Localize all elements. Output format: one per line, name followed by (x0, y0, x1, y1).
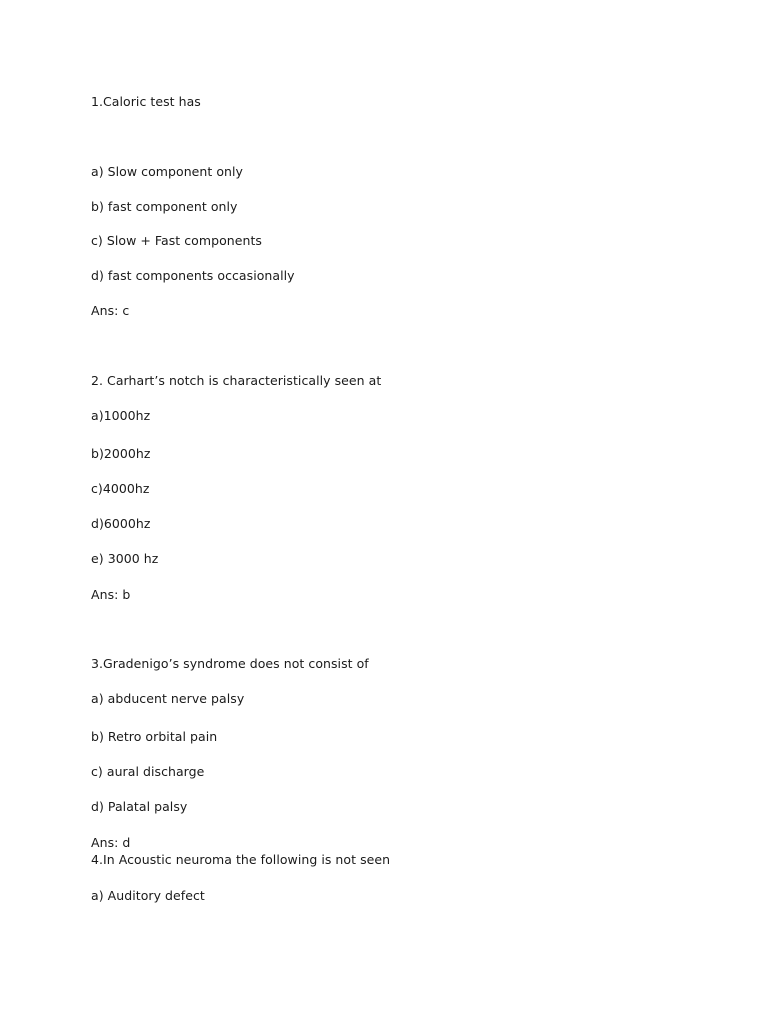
question-2-option-a: a)1000hz (91, 408, 151, 423)
question-3-option-a: a) abducent nerve palsy (91, 691, 245, 706)
question-1-option-d: d) fast components occasionally (91, 268, 295, 283)
question-3-option-b: b) Retro orbital pain (91, 729, 218, 744)
question-4-text: 4.In Acoustic neuroma the following is not seen (91, 852, 391, 867)
question-2-text: 2. Carhart’s notch is characteristically seen at (91, 373, 382, 388)
question-2-option-b: b)2000hz (91, 446, 151, 461)
question-3-option-d: d) Palatal palsy (91, 799, 188, 814)
question-3-text: 3.Gradenigo’s syndrome does not consist of (91, 656, 369, 671)
question-1-option-c: c) Slow + Fast components (91, 233, 262, 248)
question-2-answer: Ans: b (91, 587, 131, 602)
question-3-option-c: c) aural discharge (91, 764, 205, 779)
question-1-option-b: b) fast component only (91, 199, 238, 214)
question-2-option-d: d)6000hz (91, 516, 151, 531)
question-2-option-c: c)4000hz (91, 481, 150, 496)
question-1-answer: Ans: c (91, 303, 130, 318)
question-4-option-a: a) Auditory defect (91, 888, 205, 903)
question-1-text: 1.Caloric test has (91, 94, 201, 109)
question-1-option-a: a) Slow component only (91, 164, 243, 179)
question-2-option-e: e) 3000 hz (91, 551, 159, 566)
question-3-answer: Ans: d (91, 835, 131, 850)
